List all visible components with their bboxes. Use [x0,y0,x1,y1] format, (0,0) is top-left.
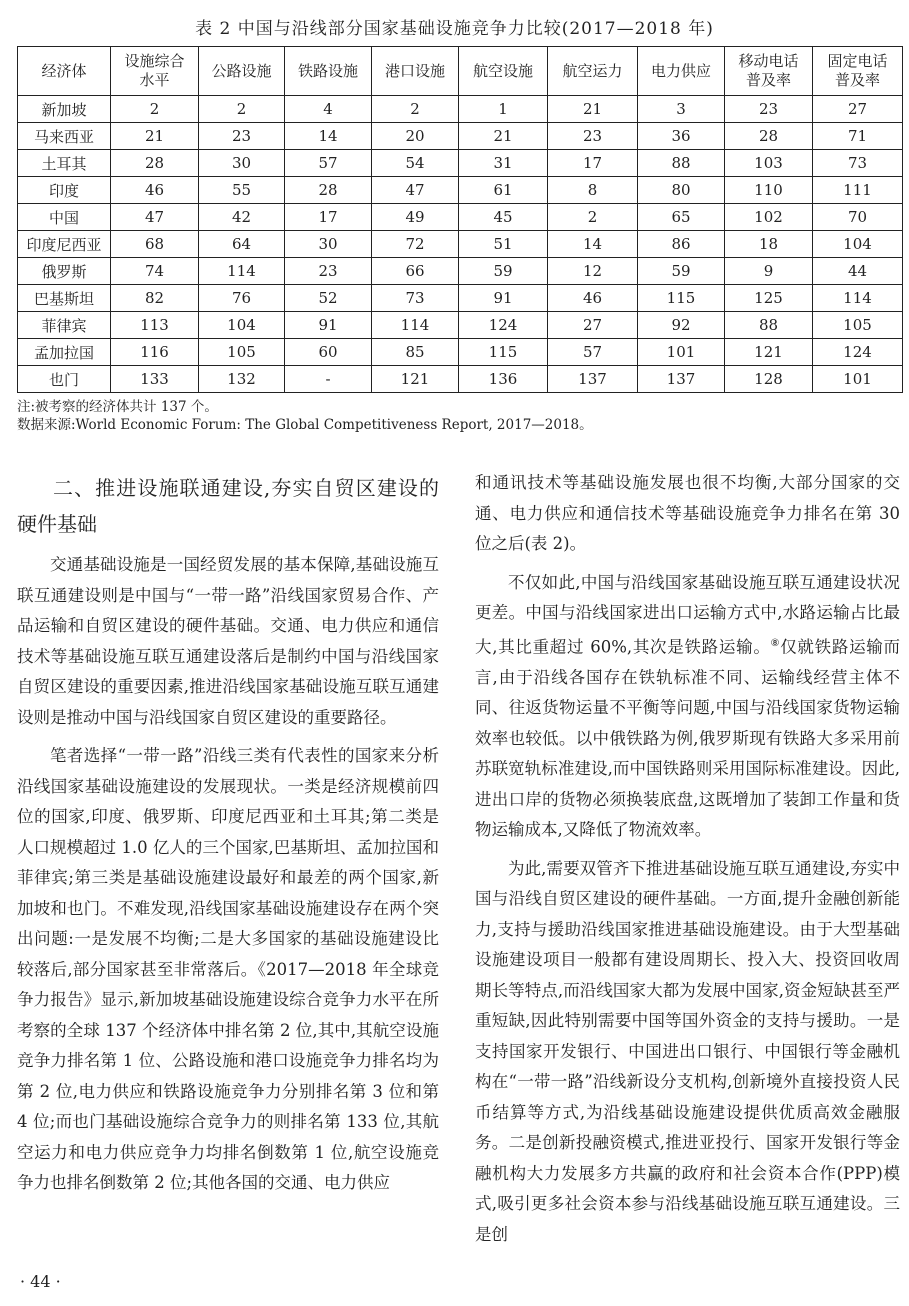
rank-cell: 137 [638,366,725,393]
table-row [18,366,903,393]
table-header-row [18,47,903,96]
rank-cell: 59 [459,258,548,285]
rank-cell: 88 [725,312,813,339]
table-row [18,312,903,339]
rank-cell: 91 [459,285,548,312]
rank-cell: 128 [725,366,813,393]
paragraph: 笔者选择“一带一路”沿线三类有代表性的国家来分析沿线国家基础设施建设的发展现状。一类是经济规模前四位的国家,印度、俄罗斯、印度尼西亚和土耳其;第二类是人口规模超过 1.0 亿人的三个国家,巴基斯坦、孟加拉国和菲律宾;第三类是基础设施建设最好和最差的两个国家,新加坡和也门。不难发现,沿线国家基础设施建设存在两个突出问题:一是发展不均衡;二是大多国家的基础设施建设比较落后,部分国家甚至非常落后。《2017—2018 年全球竞争力报告》显示,新加坡基础设施建设综合竞争力水平在所考察的全球 137 个经济体中排名第 2 位,其中,其航空设施竞争力排名第 1 位、公路设施和港口设施竞争力排名均为第 2 位,电力供应和铁路设施竞争力分别排名第 3 位和第 4 位;而也门基础设施综合竞争力的则排名第 133 位,其航空运力和电力供应竞争力均排名倒数第 1 位,航空设施竞争力也排名倒数第 2 位;其他各国的交通、电力供应 [17,746,439,1192]
rank-cell: 115 [638,285,725,312]
rank-cell: 64 [199,231,285,258]
paragraph-text: 不仅如此,中国与沿线国家基础设施互联互通建设状况更差。中国与沿线国家进出口运输方式中,水路运输占比最大,其比重超过 60%,其次是铁路运输。 [475,572,900,656]
rank-cell: 133 [111,366,199,393]
rank-cell: 72 [372,231,459,258]
economy-name-cell: 中国 [18,204,111,231]
rank-cell: 102 [725,204,813,231]
rank-cell: 46 [111,177,199,204]
right-column [475,468,900,1258]
rank-cell: 132 [199,366,285,393]
paragraph-continued: 和通讯技术等基础设施发展也很不均衡,大部分国家的交通、电力供应和通信技术等基础设施竞争力排名在第 30 位之后(表 2)。 [475,473,900,553]
rank-cell: 65 [638,204,725,231]
table-row [18,339,903,366]
table-row [18,285,903,312]
rank-cell: 101 [813,366,903,393]
rank-cell: 18 [725,231,813,258]
economy-name-cell: 俄罗斯 [18,258,111,285]
rank-cell: 103 [725,150,813,177]
rank-cell: 91 [285,312,372,339]
rank-cell: 55 [199,177,285,204]
rank-cell: 21 [548,96,638,123]
economy-name-cell: 菲律宾 [18,312,111,339]
rank-cell: 9 [725,258,813,285]
rank-cell: 101 [638,339,725,366]
rank-cell: 30 [199,150,285,177]
rank-cell: 105 [813,312,903,339]
section-heading: 二、推进设施联通建设,夯实自贸区建设的硬件基础 [17,476,439,536]
page-number: · 44 · [20,1272,61,1291]
rank-cell: - [285,366,372,393]
rank-cell: 73 [372,285,459,312]
rank-cell: 23 [548,123,638,150]
rank-cell: 14 [285,123,372,150]
rank-cell: 23 [725,96,813,123]
table-caption: 表 2 中国与沿线部分国家基础设施竞争力比较(2017—2018 年) [195,19,714,39]
column-header: 移动电话 普及率 [725,47,813,96]
table-row [18,177,903,204]
column-header: 铁路设施 [285,47,372,96]
table-notes [17,398,897,434]
column-header: 设施综合 水平 [111,47,199,96]
rank-cell: 61 [459,177,548,204]
rank-cell: 114 [199,258,285,285]
rank-cell: 45 [459,204,548,231]
rank-cell: 46 [548,285,638,312]
table-row [18,123,903,150]
rank-cell: 49 [372,204,459,231]
rank-cell: 2 [372,96,459,123]
rank-cell: 80 [638,177,725,204]
economy-name-cell: 马来西亚 [18,123,111,150]
rank-cell: 86 [638,231,725,258]
rank-cell: 14 [548,231,638,258]
rank-cell: 116 [111,339,199,366]
rank-cell: 136 [459,366,548,393]
rank-cell: 59 [638,258,725,285]
rank-cell: 2 [111,96,199,123]
table-source: 数据来源:World Economic Forum: The Global Competitiveness Report, 2017—2018。 [17,417,593,433]
rank-cell: 70 [813,204,903,231]
rank-cell: 30 [285,231,372,258]
table-row [18,231,903,258]
economy-name-cell: 土耳其 [18,150,111,177]
rank-cell: 17 [285,204,372,231]
rank-cell: 2 [548,204,638,231]
rank-cell: 76 [199,285,285,312]
rank-cell: 124 [459,312,548,339]
rank-cell: 121 [372,366,459,393]
rank-cell: 27 [813,96,903,123]
rank-cell: 8 [548,177,638,204]
rank-cell: 110 [725,177,813,204]
rank-cell: 104 [199,312,285,339]
rank-cell: 23 [199,123,285,150]
rank-cell: 114 [813,285,903,312]
rank-cell: 57 [285,150,372,177]
rank-cell: 52 [285,285,372,312]
rank-cell: 51 [459,231,548,258]
economy-name-cell: 印度尼西亚 [18,231,111,258]
rank-cell: 17 [548,150,638,177]
paragraph: 交通基础设施是一国经贸发展的基本保障,基础设施互联互通建设则是中国与“一带一路”沿线国家贸易合作、产品运输和自贸区建设的硬件基础。交通、电力供应和通信技术等基础设施互联互通建设落后是制约中国与沿线国家自贸区建设的重要因素,推进沿线国家基础设施互联互通建设则是推动中国与沿线国家自贸区建设的重要路径。 [17,555,439,727]
rank-cell: 47 [372,177,459,204]
rank-cell: 124 [813,339,903,366]
column-header: 固定电话 普及率 [813,47,903,96]
column-header: 航空运力 [548,47,638,96]
rank-cell: 54 [372,150,459,177]
rank-cell: 20 [372,123,459,150]
table-row [18,204,903,231]
rank-cell: 74 [111,258,199,285]
economy-name-cell: 新加坡 [18,96,111,123]
rank-cell: 21 [111,123,199,150]
rank-cell: 28 [285,177,372,204]
rank-cell: 12 [548,258,638,285]
economy-name-cell: 也门 [18,366,111,393]
rank-cell: 88 [638,150,725,177]
paragraph [475,568,900,846]
table-note: 注:被考察的经济体共计 137 个。 [17,399,218,415]
rank-cell: 137 [548,366,638,393]
rank-cell: 114 [372,312,459,339]
rank-cell: 125 [725,285,813,312]
rank-cell: 73 [813,150,903,177]
rank-cell: 36 [638,123,725,150]
left-column [17,468,439,1207]
rank-cell: 121 [725,339,813,366]
rank-cell: 113 [111,312,199,339]
rank-cell: 31 [459,150,548,177]
rank-cell: 27 [548,312,638,339]
rank-cell: 28 [111,150,199,177]
rank-cell: 2 [199,96,285,123]
economy-name-cell: 孟加拉国 [18,339,111,366]
rank-cell: 104 [813,231,903,258]
rank-cell: 23 [285,258,372,285]
economy-name-cell: 印度 [18,177,111,204]
rank-cell: 42 [199,204,285,231]
table-row [18,258,903,285]
column-header: 港口设施 [372,47,459,96]
economy-name-cell: 巴基斯坦 [18,285,111,312]
rank-cell: 28 [725,123,813,150]
rank-cell: 4 [285,96,372,123]
rank-cell: 21 [459,123,548,150]
table-row [18,150,903,177]
paragraph: 为此,需要双管齐下推进基础设施互联互通建设,夯实中国与沿线自贸区建设的硬件基础。一方面,提升金融创新能力,支持与援助沿线国家推进基础设施建设。由于大型基础设施建设项目一般都有建设周期长、投入大、投资回收周期长等特点,而沿线国家大都为发展中国家,资金短缺甚至严重短缺,因此特别需要中国等国外资金的支持与援助。一是支持国家开发银行、中国进出口银行、中国银行等金融机构在“一带一路”沿线新设分支机构,创新境外直接投资人民币结算等方式,为沿线基础设施建设提供优质高效金融服务。二是创新投融资模式,推进亚投行、国家开发银行等金融机构大力发展多方共赢的政府和社会资本合作(PPP)模式,吸引更多社会资本参与沿线基础设施互联互通建设。三是创 [475,858,900,1244]
rank-cell: 82 [111,285,199,312]
rank-cell: 85 [372,339,459,366]
column-header: 航空设施 [459,47,548,96]
footnote-ref: ⑧ [770,637,781,649]
infrastructure-table [17,46,903,393]
column-header: 电力供应 [638,47,725,96]
rank-cell: 111 [813,177,903,204]
rank-cell: 71 [813,123,903,150]
rank-cell: 3 [638,96,725,123]
paragraph-text: 仅就铁路运输而言,由于沿线各国存在铁轨标准不同、运输线经营主体不同、往返货物运量不平衡等问题,中国与沿线国家货物运输效率也较低。以中俄铁路为例,俄罗斯现有铁路大多采用前苏联宽轨标准建设,而中国铁路则采用国际标准建设。因此,进出口岸的货物必须换装底盘,这既增加了装卸工作量和货物运输成本,又降低了物流效率。 [475,637,900,839]
rank-cell: 44 [813,258,903,285]
rank-cell: 105 [199,339,285,366]
rank-cell: 60 [285,339,372,366]
column-header: 经济体 [18,47,111,96]
rank-cell: 66 [372,258,459,285]
rank-cell: 57 [548,339,638,366]
rank-cell: 1 [459,96,548,123]
rank-cell: 68 [111,231,199,258]
column-header: 公路设施 [199,47,285,96]
table-row [18,96,903,123]
rank-cell: 47 [111,204,199,231]
rank-cell: 92 [638,312,725,339]
rank-cell: 115 [459,339,548,366]
